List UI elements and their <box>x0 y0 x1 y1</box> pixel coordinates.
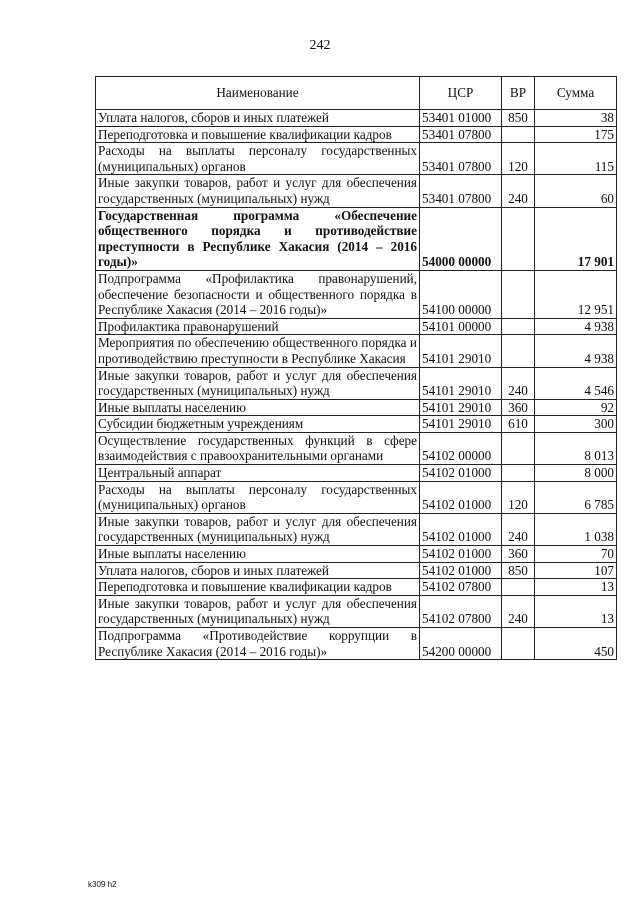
vr-cell: 850 <box>502 562 535 579</box>
table-row <box>96 416 617 433</box>
csr-cell: 54101 29010 <box>420 399 502 416</box>
name-cell: Иные закупки товаров, работ и услуг для обеспечения государственных (муниципальных) нужд <box>96 595 420 627</box>
vr-cell <box>502 628 535 660</box>
name-cell: Подпрограмма «Профилактика правонарушений, обеспечение безопасности и общественного порядка в Республике Хакасия (2014 – 2016 годы)» <box>96 270 420 318</box>
name-cell: Профилактика правонарушений <box>96 318 420 335</box>
sum-cell: 12 951 <box>535 270 617 318</box>
vr-cell: 120 <box>502 143 535 175</box>
vr-cell <box>502 318 535 335</box>
page-number: 242 <box>309 38 331 53</box>
table-row <box>96 399 617 416</box>
name-cell: Расходы на выплаты персоналу государственных (муниципальных) органов <box>96 143 420 175</box>
sum-cell: 92 <box>535 399 617 416</box>
sum-cell: 70 <box>535 546 617 563</box>
vr-cell: 240 <box>502 367 535 399</box>
csr-cell: 54200 00000 <box>420 628 502 660</box>
sum-cell: 60 <box>535 175 617 207</box>
csr-cell: 54101 29010 <box>420 416 502 433</box>
table-row <box>96 270 617 318</box>
document-code: k309 h2 <box>88 880 117 889</box>
table-row <box>96 175 617 207</box>
table-row <box>96 207 617 270</box>
sum-cell: 115 <box>535 143 617 175</box>
name-cell: Субсидии бюджетным учреждениям <box>96 416 420 433</box>
table-row <box>96 513 617 545</box>
sum-cell: 8 013 <box>535 432 617 464</box>
table-header-row <box>96 77 617 110</box>
name-cell: Мероприятия по обеспечению общественного порядка и противодействию преступности в Республике Хакасия <box>96 335 420 367</box>
table-row <box>96 110 617 127</box>
csr-cell: 53401 07800 <box>420 143 502 175</box>
name-cell: Государственная программа «Обеспечение общественного порядка и противодействие преступности в Республике Хакасия (2014 – 2016 годы)» <box>96 207 420 270</box>
vr-cell <box>502 207 535 270</box>
name-cell: Осуществление государственных функций в сфере взаимодействия с правоохранительными органами <box>96 432 420 464</box>
vr-cell: 120 <box>502 481 535 513</box>
table-row <box>96 126 617 143</box>
csr-cell: 54102 01000 <box>420 513 502 545</box>
sum-cell: 175 <box>535 126 617 143</box>
header-sum: Сумма <box>535 77 617 110</box>
csr-cell: 53401 07800 <box>420 126 502 143</box>
sum-cell: 4 938 <box>535 335 617 367</box>
csr-cell: 54101 29010 <box>420 367 502 399</box>
csr-cell: 54102 01000 <box>420 546 502 563</box>
vr-cell: 850 <box>502 110 535 127</box>
name-cell: Центральный аппарат <box>96 465 420 482</box>
vr-cell: 360 <box>502 546 535 563</box>
csr-cell: 54102 01000 <box>420 562 502 579</box>
name-cell: Иные закупки товаров, работ и услуг для обеспечения государственных (муниципальных) нужд <box>96 367 420 399</box>
table-row <box>96 367 617 399</box>
table-row <box>96 481 617 513</box>
name-cell: Переподготовка и повышение квалификации кадров <box>96 126 420 143</box>
name-cell: Расходы на выплаты персоналу государственных (муниципальных) органов <box>96 481 420 513</box>
name-cell: Иные закупки товаров, работ и услуг для обеспечения государственных (муниципальных) нужд <box>96 175 420 207</box>
vr-cell <box>502 270 535 318</box>
name-cell: Уплата налогов, сборов и иных платежей <box>96 562 420 579</box>
header-vr: ВР <box>502 77 535 110</box>
csr-cell: 54102 07800 <box>420 579 502 596</box>
vr-cell: 610 <box>502 416 535 433</box>
csr-cell: 53401 01000 <box>420 110 502 127</box>
vr-cell <box>502 465 535 482</box>
csr-cell: 54000 00000 <box>420 207 502 270</box>
table-row <box>96 318 617 335</box>
table-row <box>96 335 617 367</box>
name-cell: Иные выплаты населению <box>96 546 420 563</box>
sum-cell: 450 <box>535 628 617 660</box>
sum-cell: 6 785 <box>535 481 617 513</box>
sum-cell: 107 <box>535 562 617 579</box>
vr-cell <box>502 579 535 596</box>
vr-cell <box>502 126 535 143</box>
csr-cell: 54102 00000 <box>420 432 502 464</box>
table-row <box>96 546 617 563</box>
name-cell: Уплата налогов, сборов и иных платежей <box>96 110 420 127</box>
csr-cell: 54102 01000 <box>420 465 502 482</box>
header-name: Наименование <box>96 77 420 110</box>
table-row <box>96 432 617 464</box>
csr-cell: 53401 07800 <box>420 175 502 207</box>
vr-cell: 360 <box>502 399 535 416</box>
csr-cell: 54102 01000 <box>420 481 502 513</box>
name-cell: Иные закупки товаров, работ и услуг для обеспечения государственных (муниципальных) нужд <box>96 513 420 545</box>
csr-cell: 54100 00000 <box>420 270 502 318</box>
sum-cell: 13 <box>535 579 617 596</box>
sum-cell: 4 546 <box>535 367 617 399</box>
sum-cell: 13 <box>535 595 617 627</box>
table-row <box>96 628 617 660</box>
sum-cell: 4 938 <box>535 318 617 335</box>
csr-cell: 54101 00000 <box>420 318 502 335</box>
table-row <box>96 579 617 596</box>
name-cell: Переподготовка и повышение квалификации кадров <box>96 579 420 596</box>
table-row <box>96 465 617 482</box>
table-row <box>96 562 617 579</box>
vr-cell <box>502 432 535 464</box>
table-row <box>96 143 617 175</box>
header-csr: ЦСР <box>420 77 502 110</box>
name-cell: Подпрограмма «Противодействие коррупции в Республике Хакасия (2014 – 2016 годы)» <box>96 628 420 660</box>
sum-cell: 1 038 <box>535 513 617 545</box>
vr-cell: 240 <box>502 175 535 207</box>
csr-cell: 54101 29010 <box>420 335 502 367</box>
name-cell: Иные выплаты населению <box>96 399 420 416</box>
sum-cell: 300 <box>535 416 617 433</box>
sum-cell: 8 000 <box>535 465 617 482</box>
table-body <box>96 110 617 660</box>
vr-cell <box>502 335 535 367</box>
budget-table <box>95 76 617 660</box>
sum-cell: 38 <box>535 110 617 127</box>
sum-cell: 17 901 <box>535 207 617 270</box>
vr-cell: 240 <box>502 595 535 627</box>
vr-cell: 240 <box>502 513 535 545</box>
table-row <box>96 595 617 627</box>
csr-cell: 54102 07800 <box>420 595 502 627</box>
